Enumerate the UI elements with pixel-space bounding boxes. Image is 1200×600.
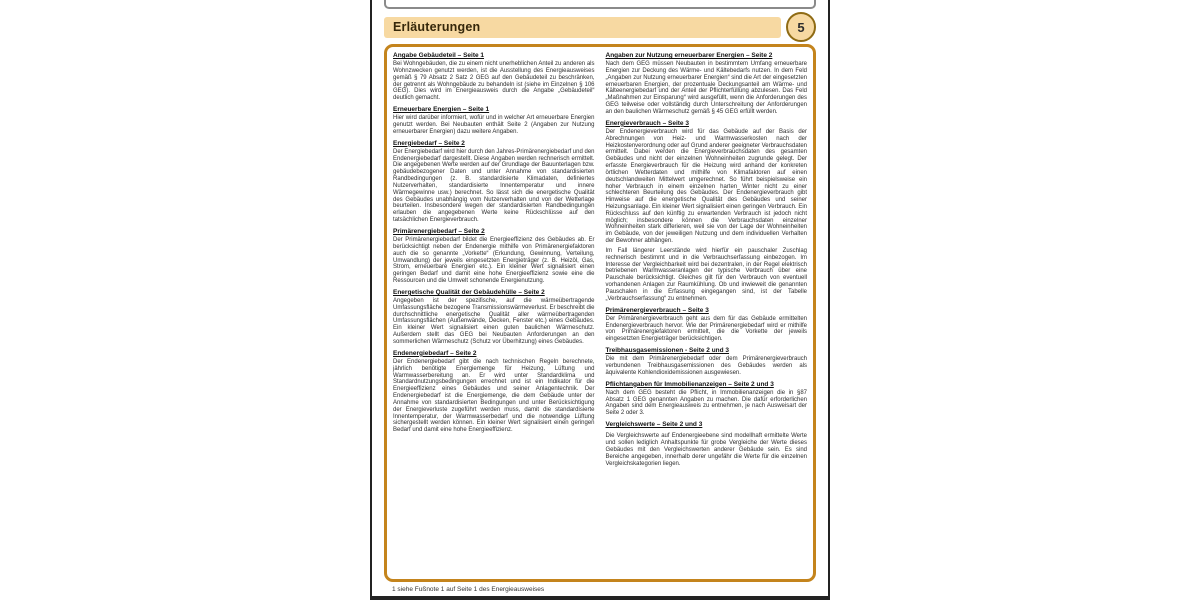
explanation-section <box>606 307 808 343</box>
explanation-section <box>606 421 808 467</box>
section-heading: Treibhausgasemissionen - Seite 2 und 3 <box>605 347 730 355</box>
explanations-box <box>384 44 816 582</box>
section-heading: Angaben zur Nutzung erneuerbarer Energien – Seite 2 <box>605 52 773 59</box>
section-paragraph: Bei Wohngebäuden, die zu einem nicht unerheblichen Anteil zu anderen als Wohnzwecken genutzt werden, ist die Ausstellung des Energieausweises gemäß § 79 Absatz 2 Satz 2 GEG auf den Gebäudeteil zu beschränken, der getrennt als Wohngebäude zu behandeln ist (siehe im Einzelnen § 106 GEG). Dies wird im Energieausweis durch die Angabe „Gebäudeteil“ deutlich gemacht. <box>393 61 595 102</box>
explanation-section <box>393 52 595 102</box>
page-number-badge: 5 <box>786 12 816 42</box>
page-header <box>384 12 816 42</box>
section-heading: Energetische Qualität der Gebäudehülle – Seite 2 <box>393 288 545 296</box>
section-paragraph: Der Primärenergiebedarf bildet die Energieeffizienz des Gebäudes ab. Er berücksichtigt neben der Endenergie mithilfe von Primärenergiefaktoren auch die so genannte „Vorkette“ (Erkundung, Gewinnung, Verteilung, Umwandlung) der jeweils eingesetzten Energieträger (z. B. Heizöl, Gas, Strom, erneuerbare Energien etc.). Ein kleiner Wert signalisiert einen geringen Bedarf und damit eine hohe Energieeffizienz sowie eine die Ressourcen und die Umwelt schonende Energienutzung. <box>393 237 595 285</box>
explanation-section <box>606 381 808 417</box>
section-heading: Vergleichswerte – Seite 2 und 3 <box>605 421 703 429</box>
section-paragraph: Der Energiebedarf wird hier durch den Jahres-Primärenergiebedarf und den Endenergiebedarf dargestellt. Diese Angaben werden rechnerisch ermittelt. Die angegebenen Werte werden auf der Grundlage der Bauunterlagen bzw. gebäudebezogener Daten und unter Annahme von standardisierten Randbedingungen (z. B. standardisierte Klimadaten, definiertes Nutzerverhalten, standardisierte Innentemperatur und innere Wärmegewinne usw.) berechnet. So lässt sich die energetische Qualität des Gebäudes unabhängig vom Nutzerverhalten und von der Wetterlage beurteilen. Insbesondere wegen der standardisierten Randbedingungen erlauben die angegebenen Werte keine Rückschlüsse auf den tatsächlichen Energieverbrauch. <box>393 148 595 224</box>
footnote: 1 siehe Fußnote 1 auf Seite 1 des Energieausweises <box>392 586 545 593</box>
section-paragraph: Die mit dem Primärenergiebedarf oder dem Primärenergieverbrauch verbundenen Treibhausgasemissionen des Gebäudes werden als äquivalente Kohlendioxidemissionen ausgewiesen. <box>605 356 807 376</box>
section-heading: Energiebedarf – Seite 2 <box>393 139 465 147</box>
explanation-section <box>606 120 808 303</box>
explanation-section <box>606 347 808 377</box>
section-heading: Pflichtangaben für Immobilienanzeigen – Seite 2 und 3 <box>605 380 774 388</box>
section-heading: Endenergiebedarf – Seite 2 <box>393 349 477 357</box>
right-column <box>604 52 810 574</box>
explanation-section <box>393 106 595 136</box>
section-paragraph: Der Primärenergieverbrauch geht aus dem für das Gebäude ermittelten Endenergieverbrauch hervor. Wie der Primärenergiebedarf wird er mithilfe von Primärenergiefaktoren ermittelt, die die Vorkette der jeweils eingesetzten Energieträger berücksichtigen. <box>605 315 807 343</box>
explanation-section <box>393 228 595 285</box>
section-paragraph: Nach dem GEG müssen Neubauten in bestimmtem Umfang erneuerbare Energien zur Deckung des Wärme- und Kältebedarfs nutzen. In dem Feld „Angaben zur Nutzung erneuerbarer Energien“ sind die Art der eingesetzten erneuerbaren Energien, der prozentuale Deckungsanteil am Wärme- und Kälteenergiebedarf und der Anteil der Pflichterfüllung abzulesen. Das Feld „Maßnahmen zur Einsparung“ wird ausgefüllt, wenn die Anforderungen des GEG teilweise oder vollständig durch Unterschreitung der Anforderungen an den baulichen Wärmeschutz gemäß § 45 GEG erfüllt werden. <box>605 61 807 115</box>
section-paragraph: Im Fall längerer Leerstände wird hierfür ein pauschaler Zuschlag rechnerisch bestimmt und in die Verbrauchserfassung einbezogen. Im Interesse der Vergleichbarkeit wird bei dezentralen, in der Regel elektrisch betriebenen Warmwasseranlagen der typische Verbrauch über eine Pauschale berücksichtigt. Gleiches gilt für den Verbrauch von eventuell vorhandenen Anlagen zur Raumkühlung. Ob und inwieweit die genannten Pauschalen in die Erfassung eingegangen sind, ist der Tabelle „Verbrauchserfassung“ zu entnehmen. <box>605 247 807 302</box>
previous-section-box-remnant <box>384 0 816 9</box>
section-paragraph: Hier wird darüber informiert, wofür und in welcher Art erneuerbare Energien genutzt werden. Bei Neubauten enthält Seite 2 (Angaben zur Nutzung erneuerbarer Energien) dazu weitere Angaben. <box>393 115 595 135</box>
left-column <box>391 52 597 574</box>
explanation-section <box>393 140 595 224</box>
section-heading: Angabe Gebäudeteil – Seite 1 <box>393 52 485 59</box>
energieausweis-page-5 <box>370 0 830 600</box>
section-paragraph: Der Endenergiebedarf gibt die nach technischen Regeln berechnete, jährlich benötigte Energiemenge für Heizung, Lüftung und Warmwasserbereitung an. Er wird unter Standardklima und Standardnutzungsbedingungen errechnet und ist ein Indikator für die Energieeffizienz eines Gebäudes und seiner Anlagentechnik. Der Endenergiebedarf ist die Energiemenge, die dem Gebäude unter der Annahme von standardisierten Bedingungen und unter Berücksichtigung der Energieverluste zugeführt werden muss, damit die standardisierte Innentemperatur, der Warmwasserbedarf und die notwendige Lüftung sichergestellt werden können. Ein kleiner Wert signalisiert einen geringen Bedarf und damit eine hohe Energieeffizienz. <box>393 358 595 434</box>
section-paragraph: Die Vergleichswerte auf Endenergieebene sind modellhaft ermittelte Werte und sollen lediglich Anhaltspunkte für grobe Vergleiche der Werte dieses Gebäudes mit den Vergleichswerten anderer Gebäude sein. Es sind Bereiche angegeben, innerhalb derer ungefähr die Werte für die einzelnen Vergleichskategorien liegen. <box>605 433 807 467</box>
section-heading: Primärenergiebedarf – Seite 2 <box>393 227 485 235</box>
section-heading: Erneuerbare Energien – Seite 1 <box>393 106 490 114</box>
section-paragraph: Nach dem GEG besteht die Pflicht, in Immobilienanzeigen die in §87 Absatz 1 GEG genannten Angaben zu machen. Die dafür erforderlichen Angaben sind dem Energieausweis zu entnehmen, je nach Ausweisart der Seite 2 oder 3. <box>605 389 807 417</box>
section-heading: Primärenergieverbrauch – Seite 3 <box>605 306 709 314</box>
section-paragraph: Angegeben ist der spezifische, auf die wärmeübertragende Umfassungsfläche bezogene Transmissionswärmeverlust. Er beschreibt die durchschnittliche energetische Qualität aller wärmeübertragenden Umfassungsflächen (Außenwände, Decken, Fenster etc.) eines Gebäudes. Ein kleiner Wert signalisiert einen guten baulichen Wärmeschutz. Außerdem stellt das GEG bei Neubauten Anforderungen an den sommerlichen Wärmeschutz (Schutz vor Überhitzung) eines Gebäudes. <box>393 297 595 345</box>
section-paragraph: Der Endenergieverbrauch wird für das Gebäude auf der Basis der Abrechnungen von Heiz- und Warmwasserkosten nach der Heizkostenverordnung oder auf Grund anderer geeigneter Verbrauchsdaten ermittelt. Dabei werden die Energieverbrauchsdaten des gesamten Gebäudes und nicht der einzelnen Wohneinheiten zugrunde gelegt. Der erfasste Energieverbrauch für die Heizung wird anhand der konkreten örtlichen Wetterdaten und mithilfe von Klimafaktoren auf einen deutschlandweiten Mittelwert umgerechnet. So führt beispielsweise ein hoher Verbrauch in einem einzelnen harten Winter nicht zu einer schlechteren Beurteilung des Gebäudes. Der Endenergieverbrauch gibt Hinweise auf die energetische Qualität des Gebäudes und seiner Heizungsanlage. Ein kleiner Wert signalisiert einen geringen Verbrauch. Ein Rückschluss auf den künftig zu erwartenden Verbrauch ist jedoch nicht möglich; insbesondere können die Verbrauchsdaten einzelner Wohneinheiten stark differieren, weil sie von der Lage der Wohneinheiten im Gebäude, von der jeweiligen Nutzung und dem individuellen Verhalten der Bewohner abhängen. <box>605 128 807 245</box>
section-heading: Energieverbrauch – Seite 3 <box>605 119 689 127</box>
explanation-section <box>393 289 595 346</box>
page-title: Erläuterungen <box>384 17 781 38</box>
explanation-section <box>606 52 808 116</box>
explanation-section <box>393 350 595 434</box>
